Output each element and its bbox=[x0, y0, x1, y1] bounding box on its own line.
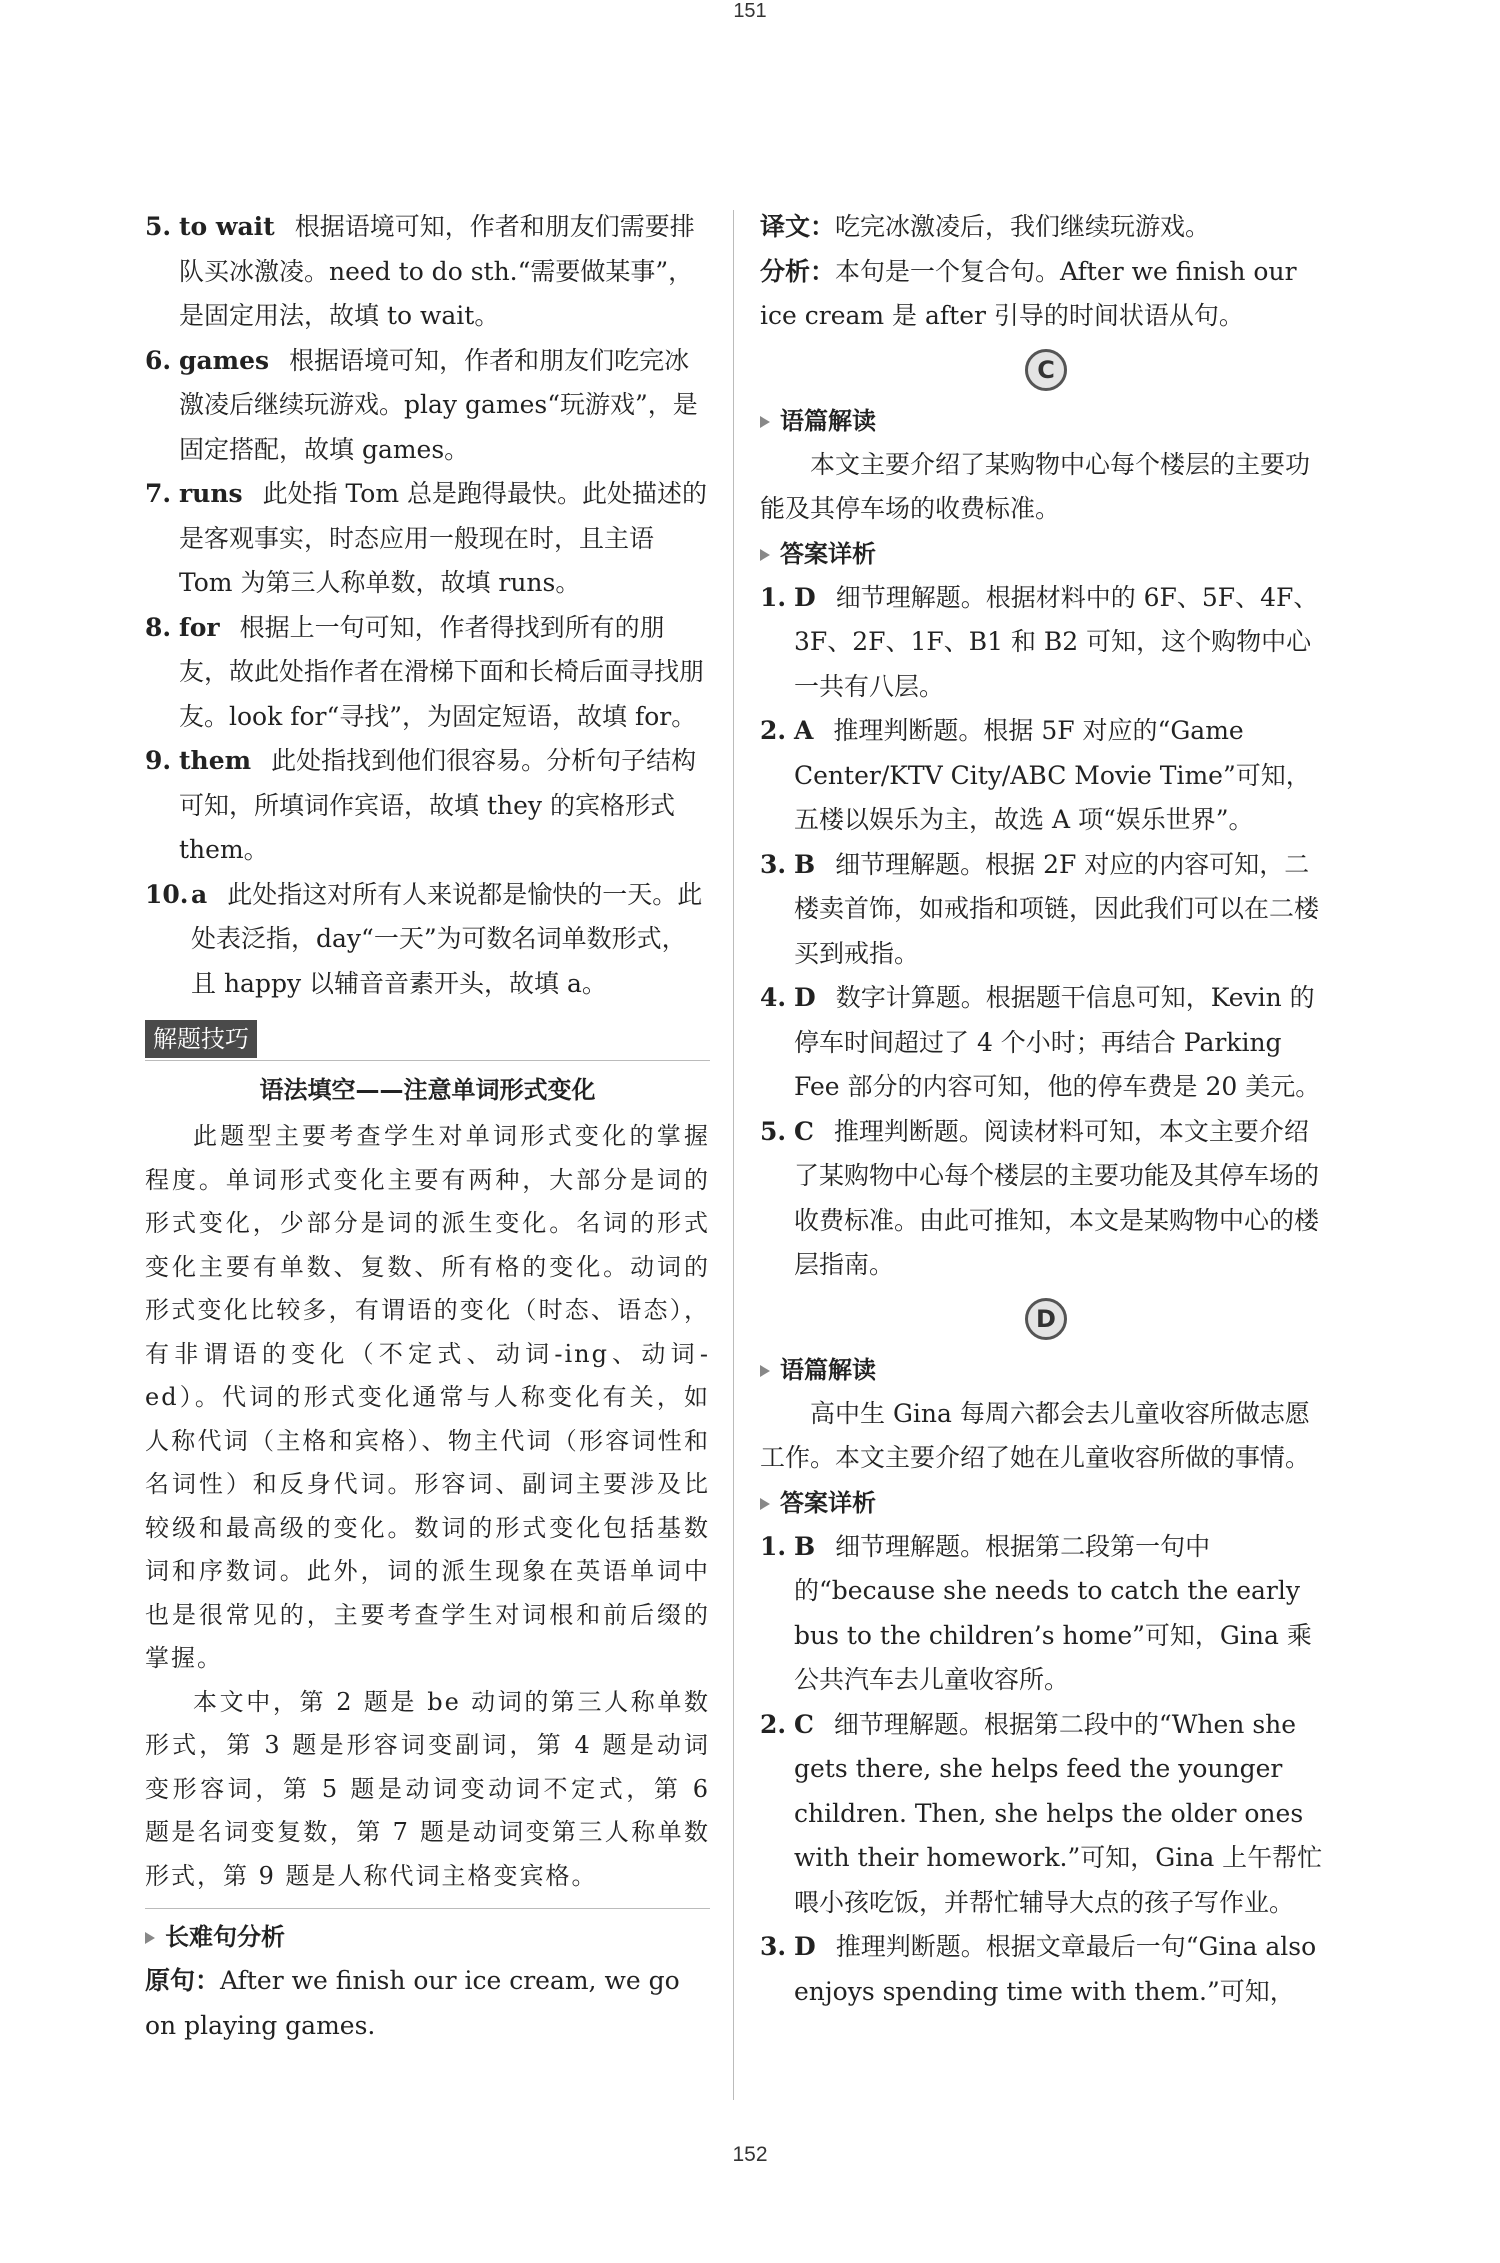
column-divider bbox=[733, 210, 734, 2100]
item-answer: games bbox=[179, 345, 270, 375]
answer-item-9 bbox=[145, 739, 710, 873]
item-answer: a bbox=[191, 879, 208, 909]
heading-text: 语篇解读 bbox=[780, 406, 876, 435]
tip-body bbox=[145, 1115, 710, 1898]
item-explanation: 细节理解题。根据材料中的 6F、5F、4F、3F、2F、1F、B1 和 B2 可知，这个购物中心一共有八层。 bbox=[794, 582, 1319, 701]
heading-text: 答案详析 bbox=[780, 1488, 876, 1517]
item-number: 3. bbox=[760, 1932, 787, 1961]
item-number: 6. bbox=[145, 345, 172, 375]
answer-item-8 bbox=[145, 606, 710, 740]
c-answer-item-5 bbox=[760, 1110, 1332, 1288]
answer-item-7 bbox=[145, 472, 710, 606]
item-explanation: 细节理解题。根据第二段中的“When she gets there, she helps feed the younger children. Then, she helps the older ones with their homework.”可知，Gina 上午帮忙喂小孩吃饭，并帮忙辅导大点的孩子写作业。 bbox=[794, 1709, 1323, 1917]
section-d-answer-heading bbox=[760, 1481, 1332, 1525]
item-answer: runs bbox=[179, 479, 243, 508]
c-answer-item-2 bbox=[760, 709, 1332, 843]
item-answer: B bbox=[794, 1531, 816, 1561]
right-column bbox=[760, 205, 1332, 2014]
item-explanation: 推理判断题。根据 5F 对应的“Game Center/KTV City/ABC Movie Time”可知，五楼以娱乐为主，故选 A 项“娱乐世界”。 bbox=[794, 716, 1311, 834]
item-explanation: 此处指 Tom 总是跑得最快。此处描述的是客观事实，时态应用一般现在时，且主语 Tom 为第三人称单数，故填 runs。 bbox=[179, 479, 707, 597]
arrow-icon bbox=[760, 1498, 770, 1510]
item-number: 1. bbox=[760, 582, 787, 612]
section-c-answer-heading bbox=[760, 532, 1332, 576]
heading-text: 语篇解读 bbox=[780, 1355, 876, 1384]
translation-label: 译文： bbox=[760, 212, 836, 241]
item-answer: D bbox=[794, 582, 816, 612]
item-number: 8. bbox=[145, 612, 172, 642]
d-answer-item-2 bbox=[760, 1703, 1332, 1926]
answer-item-5 bbox=[145, 205, 710, 339]
item-answer: B bbox=[794, 849, 816, 879]
left-column bbox=[145, 205, 710, 2048]
translation-text: 吃完冰激凌后，我们继续玩游戏。 bbox=[835, 212, 1211, 241]
item-number: 3. bbox=[760, 849, 787, 879]
section-c-reading-text: 本文主要介绍了某购物中心每个楼层的主要功能及其停车场的收费标准。 bbox=[760, 449, 1311, 523]
section-d-marker bbox=[760, 1288, 1332, 1348]
d-answer-item-3 bbox=[760, 1925, 1332, 2014]
original-sentence bbox=[145, 1959, 710, 2048]
tip-header bbox=[145, 1016, 710, 1061]
c-answer-item-1 bbox=[760, 576, 1332, 710]
analysis bbox=[760, 250, 1332, 339]
item-number: 2. bbox=[760, 716, 787, 745]
arrow-icon bbox=[760, 549, 770, 561]
tip-paragraph-2: 本文中，第 2 题是 be 动词的第三人称单数形式，第 3 题是形容词变副词，第 4 题是动词变形容词，第 5 题是动词变动词不定式，第 6 题是名词变复数，第 7 题是动词变第三人称单数形式，第 9 题是人称代词主格变宾格。 bbox=[145, 1687, 710, 1890]
section-c-icon: C bbox=[1025, 349, 1067, 391]
translation bbox=[760, 205, 1332, 250]
section-d-reading-text: 高中生 Gina 每周六都会去儿童收容所做志愿工作。本文主要介绍了她在儿童收容所做的事情。 bbox=[760, 1398, 1311, 1472]
c-answer-item-3 bbox=[760, 843, 1332, 977]
item-answer: for bbox=[179, 612, 220, 642]
divider bbox=[145, 1908, 710, 1909]
section-c-reading-heading bbox=[760, 399, 1332, 443]
item-explanation: 推理判断题。根据文章最后一句“Gina also enjoys spending time with them.”可知， bbox=[794, 1932, 1317, 2006]
item-explanation: 细节理解题。根据 2F 对应的内容可知，二楼卖首饰，如戒指和项链，因此我们可以在二楼买到戒指。 bbox=[794, 849, 1320, 968]
tip-title: 语法填空——注意单词形式变化 bbox=[259, 1076, 596, 1104]
item-explanation: 推理判断题。阅读材料可知，本文主要介绍了某购物中心每个楼层的主要功能及其停车场的收费标准。由此可推知，本文是某购物中心的楼层指南。 bbox=[794, 1116, 1320, 1279]
item-answer: them bbox=[179, 746, 252, 775]
item-answer: D bbox=[794, 1932, 816, 1961]
original-text: After we finish our ice cream, we go on playing games. bbox=[145, 1966, 680, 2040]
heading-text: 长难句分析 bbox=[165, 1923, 285, 1951]
item-explanation: 根据语境可知，作者和朋友们需要排队买冰激凌。need to do sth.“需要做某事”，是固定用法，故填 to wait。 bbox=[179, 212, 695, 330]
item-answer: A bbox=[794, 716, 814, 745]
tip-paragraph-1: 此题型主要考查学生对单词形式变化的掌握程度。单词形式变化主要有两种，大部分是词的形式变化，少部分是词的派生变化。名词的形式变化主要有单数、复数、所有格的变化。动词的形式变化比较多，有谓语的变化（时态、语态），有非谓语的变化（不定式、动词-ing、动词-ed）。代词的形式变化通常与人称变化有关，如人称代词（主格和宾格）、物主代词（形容词性和名词性）和反身代词。形容词、副词主要涉及比较级和最高级的变化。数词的形式变化包括基数词和序数词。此外，词的派生现象在英语单词中也是很常见的，主要考查学生对词根和前后缀的掌握。 bbox=[145, 1122, 710, 1672]
item-number: 4. bbox=[760, 983, 787, 1012]
arrow-icon bbox=[760, 1365, 770, 1377]
item-explanation: 此处指这对所有人来说都是愉快的一天。此处表泛指，day“一天”为可数名词单数形式，且 happy 以辅音音素开头，故填 a。 bbox=[191, 879, 703, 998]
item-answer: C bbox=[794, 1116, 814, 1146]
answer-item-10 bbox=[145, 873, 710, 1007]
section-d-reading-heading bbox=[760, 1348, 1332, 1392]
item-number: 2. bbox=[760, 1709, 787, 1739]
item-answer: to wait bbox=[179, 212, 275, 241]
item-answer: D bbox=[794, 983, 816, 1012]
item-number: 10. bbox=[145, 879, 189, 909]
d-answer-item-1 bbox=[760, 1525, 1332, 1703]
arrow-icon bbox=[145, 1932, 155, 1944]
item-explanation: 细节理解题。根据第二段第一句中的“because she needs to catch the early bus to the children’s home”可知，Gina 乘公共汽车去儿童收容所。 bbox=[794, 1531, 1312, 1694]
item-number: 7. bbox=[145, 479, 172, 508]
item-number: 1. bbox=[760, 1531, 787, 1561]
item-number: 5. bbox=[145, 212, 172, 241]
item-explanation: 数字计算题。根据题干信息可知，Kevin 的停车时间超过了 4 个小时；再结合 Parking Fee 部分的内容可知，他的停车费是 20 美元。 bbox=[794, 983, 1321, 1101]
analysis-label: 分析： bbox=[760, 256, 836, 286]
item-number: 9. bbox=[145, 746, 172, 775]
original-label: 原句： bbox=[145, 1966, 221, 1995]
section-d-icon: D bbox=[1025, 1298, 1067, 1340]
arrow-icon bbox=[760, 416, 770, 428]
c-answer-item-4 bbox=[760, 976, 1332, 1110]
item-number: 5. bbox=[760, 1116, 787, 1146]
page-number-bottom: 152 bbox=[732, 2143, 768, 2166]
long-sentence-heading bbox=[145, 1915, 710, 1959]
item-explanation: 根据上一句可知，作者得找到所有的朋友，故此处指作者在滑梯下面和长椅后面寻找朋友。look for“寻找”，为固定短语，故填 for。 bbox=[179, 612, 705, 731]
item-explanation: 根据语境可知，作者和朋友们吃完冰激凌后继续玩游戏。play games“玩游戏”，是固定搭配，故填 games。 bbox=[179, 345, 698, 464]
section-c-marker bbox=[760, 339, 1332, 399]
analysis-text: 本句是一个复合句。After we finish our ice cream 是 after 引导的时间状语从句。 bbox=[760, 256, 1297, 330]
item-explanation: 此处指找到他们很容易。分析句子结构可知，所填词作宾语，故填 they 的宾格形式 them。 bbox=[179, 746, 697, 864]
tip-label: 解题技巧 bbox=[145, 1020, 257, 1058]
answer-item-6 bbox=[145, 339, 710, 473]
item-answer: C bbox=[794, 1709, 814, 1739]
page-number-top: 151 bbox=[733, 0, 767, 22]
heading-text: 答案详析 bbox=[780, 539, 876, 568]
